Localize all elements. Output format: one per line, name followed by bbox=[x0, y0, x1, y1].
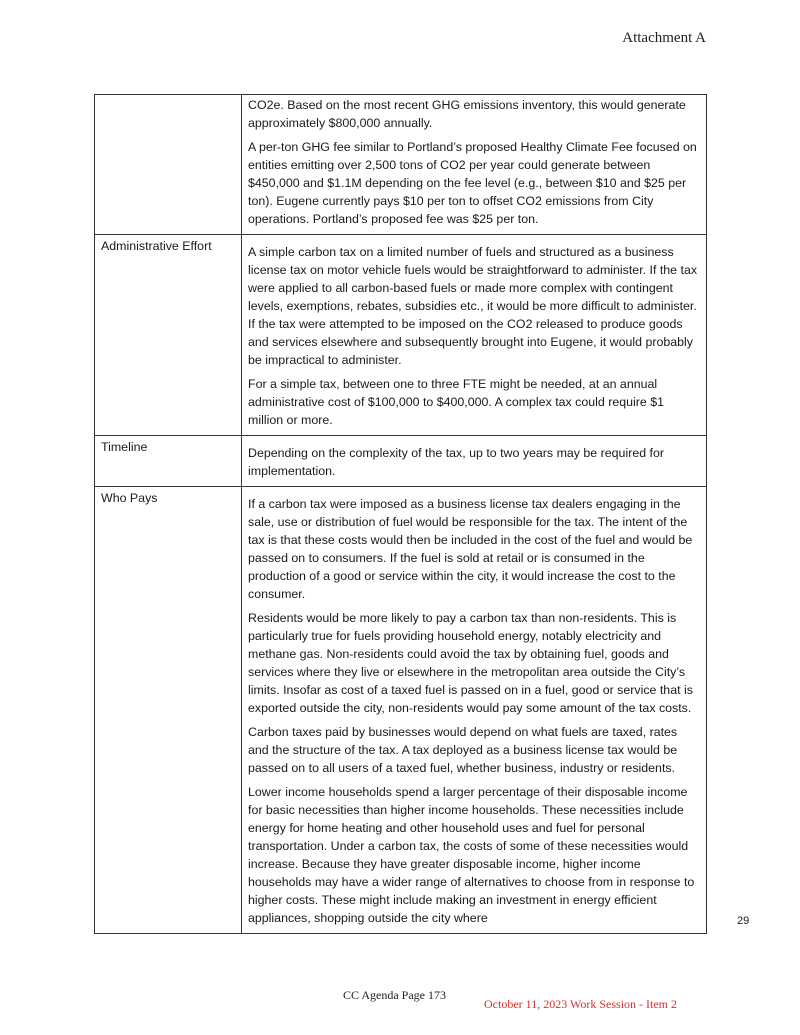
row-label: Who Pays bbox=[95, 487, 242, 934]
table-row bbox=[95, 235, 707, 436]
row-content bbox=[242, 487, 707, 934]
paragraph: CO2e. Based on the most recent GHG emissions inventory, this would generate approximately $800,000 annually. bbox=[248, 98, 686, 130]
row-label: Timeline bbox=[95, 436, 242, 487]
policy-table bbox=[94, 94, 707, 934]
page-number: 29 bbox=[737, 915, 750, 927]
row-content bbox=[242, 95, 707, 235]
paragraph: Depending on the complexity of the tax, up to two years may be required for implementation. bbox=[248, 446, 665, 478]
table-row bbox=[95, 436, 707, 487]
work-session-label: October 11, 2023 Work Session - Item 2 bbox=[484, 997, 678, 1011]
paragraph: Residents would be more likely to pay a carbon tax than non-residents. This is particularly true for fuels providing household energy, notably electricity and methane gas. Non-residents could avoid the tax by obtaining fuel, goods and services where they live or elsewhere in the metropolitan area outside the City’s limits. Insofar as cost of a taxed fuel is passed on in a fuel, good or service that is exported outside the city, non-residents would pay some amount of the tax costs. bbox=[248, 611, 693, 715]
row-label: Administrative Effort bbox=[95, 235, 242, 436]
paragraph: Carbon taxes paid by businesses would depend on what fuels are taxed, rates and the structure of the tax. A tax deployed as a business license tax would be passed on to all users of a taxed fuel, whether business, industry or residents. bbox=[248, 725, 678, 775]
paragraph: If a carbon tax were imposed as a business license tax dealers engaging in the sale, use or distribution of fuel would be responsible for the tax. The intent of the tax is that these costs would then be included in the cost of the fuel and would be passed on to consumers. If the fuel is sold at retail or is consumed in the production of a good or service within the city, it would increase the cost to the consumer. bbox=[248, 497, 693, 601]
paragraph: A simple carbon tax on a limited number of fuels and structured as a business license tax on motor vehicle fuels would be straightforward to administer. If the tax were applied to all carbon-based fuels or made more complex with contingent levels, exemptions, rebates, subsidies etc., it would be more difficult to administer. If the tax were attempted to be imposed on the CO2 released to produce goods and services elsewhere and subsequently brought into Eugene, it would probably be impractical to administer. bbox=[248, 245, 698, 367]
table-row bbox=[95, 95, 707, 235]
row-content bbox=[242, 235, 707, 436]
agenda-page-label: CC Agenda Page 173 bbox=[343, 988, 446, 1002]
table-row bbox=[95, 487, 707, 934]
paragraph: For a simple tax, between one to three FTE might be needed, at an annual administrative cost of $100,000 to $400,000. A complex tax could require $1 million or more. bbox=[248, 377, 665, 427]
paragraph: A per-ton GHG fee similar to Portland’s proposed Healthy Climate Fee focused on entities emitting over 2,500 tons of CO2 per year could generate between $450,000 and $1.1M depending on the fee level (e.g., between $10 and $25 per ton). Eugene currently pays $10 per ton to offset CO2 emissions from City operations. Portland’s proposed fee was $25 per ton. bbox=[248, 140, 697, 226]
paragraph: Lower income households spend a larger percentage of their disposable income for basic necessities than higher income households. These necessities include energy for home heating and other household uses and fuel for personal transportation. Under a carbon tax, the costs of some of these necessities would increase. Because they have greater disposable income, higher income households may have a wider range of alternatives to choose from in response to higher costs. These might include making an investment in energy efficient appliances, shopping outside the city where bbox=[248, 785, 695, 925]
attachment-label: Attachment A bbox=[622, 30, 706, 46]
row-label bbox=[95, 95, 242, 235]
row-content bbox=[242, 436, 707, 487]
